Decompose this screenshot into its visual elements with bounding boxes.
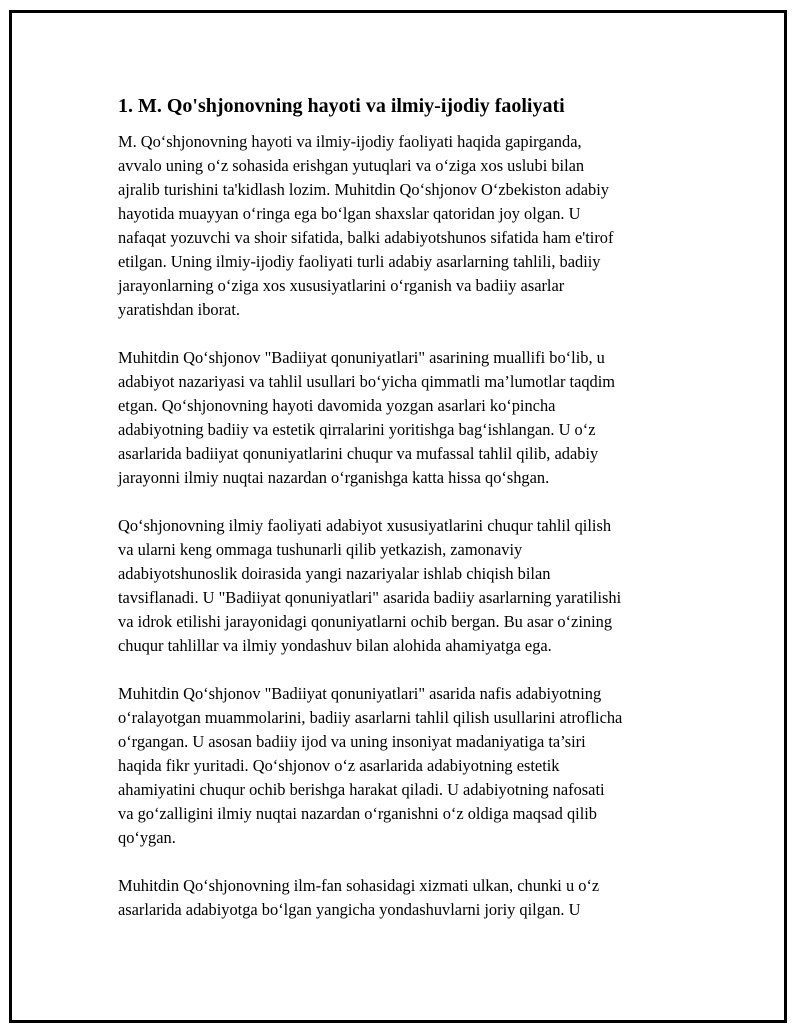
text-line: asarlarida badiiyat qonuniyatlarini chuqur va mufassal tahlil qilib, adabiy [118, 444, 599, 463]
text-line: avvalo uning o‘z sohasida erishgan yutuqlari va o‘ziga xos uslubi bilan [118, 156, 585, 175]
text-line: va idrok etilishi jarayonidagi qonuniyatlarni ochib bergan. Bu asar o‘zining [118, 612, 613, 631]
text-line: Muhitdin Qo‘shjonovning ilm-fan sohasidagi xizmati ulkan, chunki u o‘z [118, 876, 600, 895]
text-line: jarayonlarning o‘ziga xos xususiyatlarini o‘rganish va badiiy asarlar [118, 276, 565, 295]
text-line: ahamiyatini chuqur ochib berishga harakat qiladi. U adabiyotning nafosati [118, 780, 605, 799]
text-line: hayotida muayyan o‘ringa ega bo‘lgan shaxslar qatoridan joy olgan. U [118, 204, 581, 223]
text-line: o‘ralayotgan muammolarini, badiiy asarlarni tahlil qilish usullarini atroflicha [118, 708, 623, 727]
text-line: qo‘ygan. [118, 828, 176, 847]
text-line: yaratishdan iborat. [118, 300, 240, 319]
section-heading: 1. M. Qo'shjonovning hayoti va ilmiy-ijodiy faoliyati [118, 95, 565, 117]
text-line: M. Qo‘shjonovning hayoti va ilmiy-ijodiy faoliyati haqida gapirganda, [118, 132, 582, 151]
text-line: Muhitdin Qo‘shjonov "Badiiyat qonuniyatlari" asarining muallifi bo‘lib, u [118, 348, 605, 367]
text-line: va go‘zalligini ilmiy nuqtai nazardan o‘rganishni o‘z oldiga maqsad qilib [118, 804, 598, 823]
text-line: adabiyotshunoslik doirasida yangi nazariyalar ishlab chiqish bilan [118, 564, 551, 583]
text-line: adabiyotning badiiy va estetik qirralarini yoritishga bag‘ishlangan. U o‘z [118, 420, 596, 439]
text-line: tavsiflanadi. U "Badiiyat qonuniyatlari" asarida badiiy asarlarning yaratilishi [118, 588, 622, 607]
text-line: o‘rgangan. U asosan badiiy ijod va uning insoniyat madaniyatiga ta’siri [118, 732, 586, 751]
text-line: haqida fikr yuritadi. Qo‘shjonov o‘z asarlarida adabiyotning estetik [118, 756, 560, 775]
text-line: asarlarida adabiyotga bo‘lgan yangicha yondashuvlarni joriy qilgan. U [118, 900, 581, 919]
text-line: va ularni keng ommaga tushunarli qilib yetkazish, zamonaviy [118, 540, 523, 559]
text-line: adabiyot nazariyasi va tahlil usullari bo‘yicha qimmatli ma’lumotlar taqdim [118, 372, 616, 391]
paragraph-3 [118, 514, 688, 658]
paragraph-2 [118, 346, 688, 490]
text-line: etilgan. Uning ilmiy-ijodiy faoliyati turli adabiy asarlarning tahlili, badiiy [118, 252, 601, 271]
text-line: Muhitdin Qo‘shjonov "Badiiyat qonuniyatlari" asarida nafis adabiyotning [118, 684, 602, 703]
text-line: ajralib turishini ta'kidlash lozim. Muhitdin Qo‘shjonov O‘zbekiston adabiy [118, 180, 609, 199]
paragraph-1 [118, 130, 688, 322]
text-line: etgan. Qo‘shjonovning hayoti davomida yozgan asarlari ko‘pincha [118, 396, 556, 415]
text-line: jarayonni ilmiy nuqtai nazardan o‘rganishga katta hissa qo‘shgan. [118, 468, 550, 487]
paragraph-4 [118, 682, 688, 850]
paragraph-5 [118, 874, 688, 922]
text-line: Qo‘shjonovning ilmiy faoliyati adabiyot xususiyatlarini chuqur tahlil qilish [118, 516, 612, 535]
document-body [118, 94, 688, 946]
text-line: chuqur tahlillar va ilmiy yondashuv bilan alohida ahamiyatga ega. [118, 636, 552, 655]
text-line: nafaqat yozuvchi va shoir sifatida, balki adabiyotshunos sifatida ham e'tirof [118, 228, 614, 247]
